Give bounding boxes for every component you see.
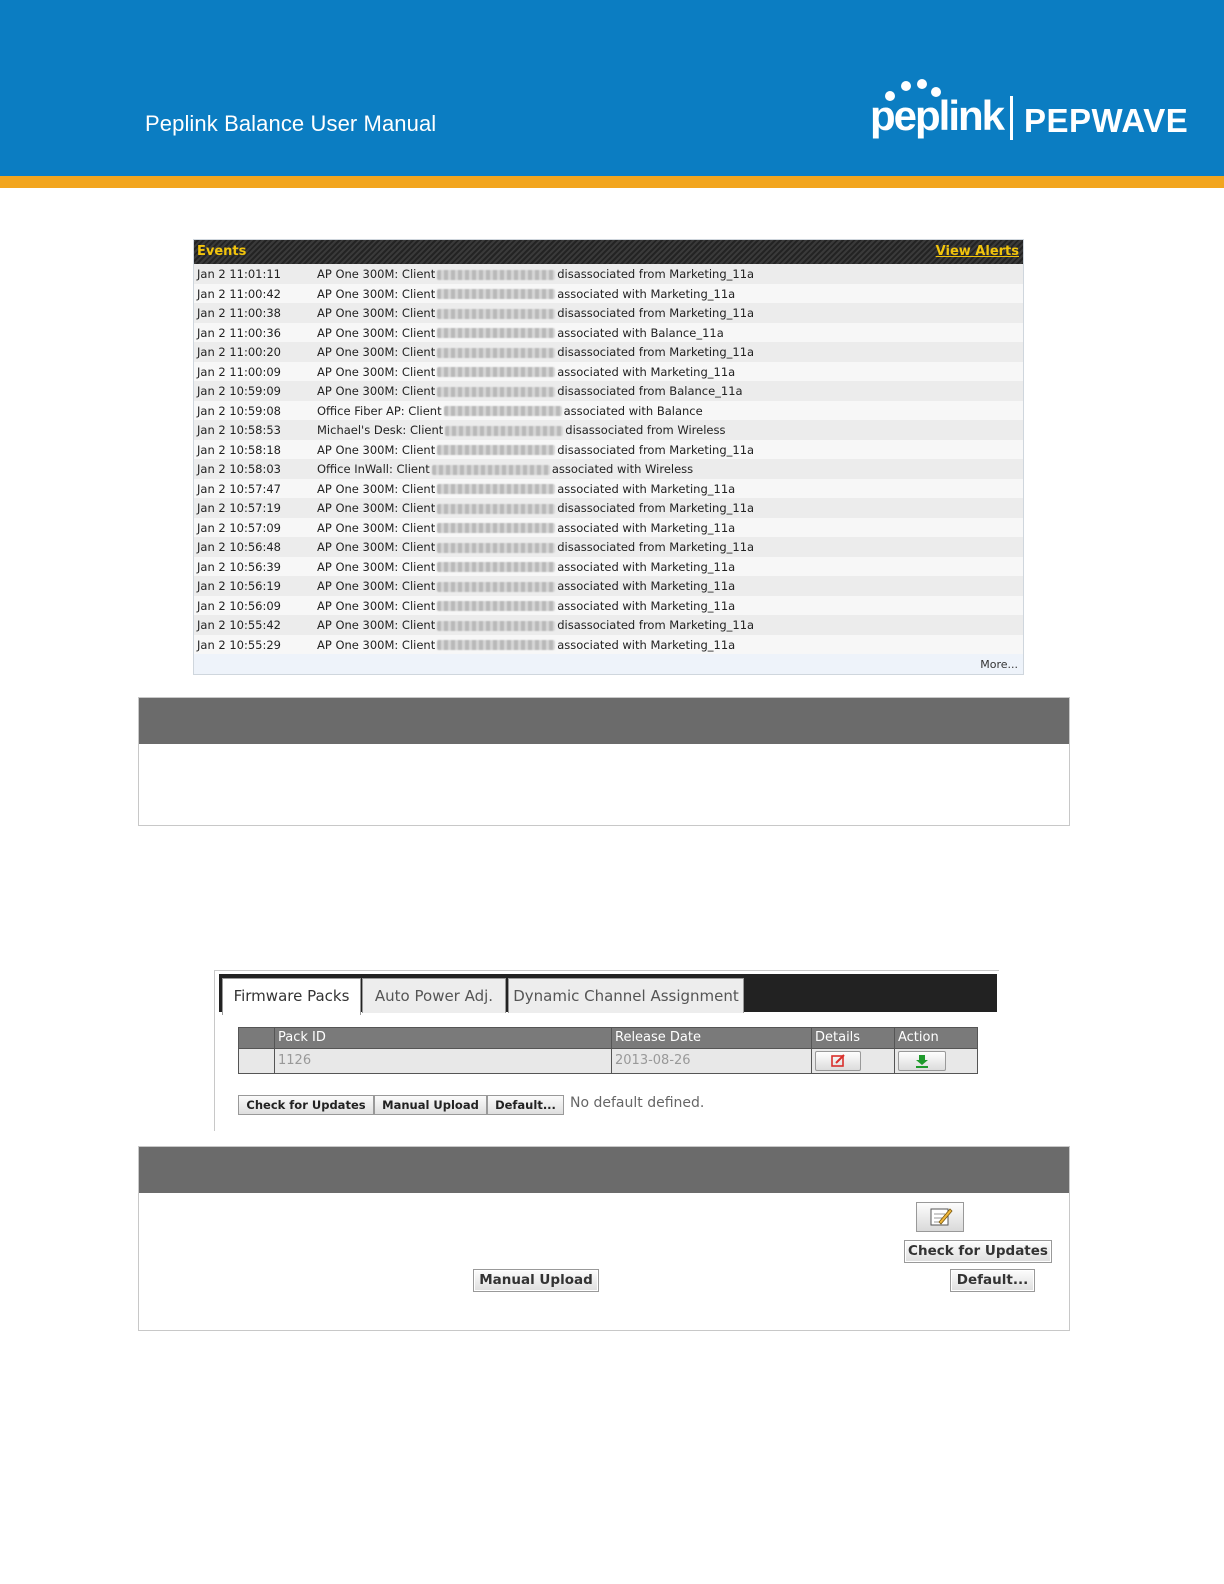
redacted-mac-address — [437, 562, 555, 572]
event-message — [317, 345, 754, 359]
event-device: AP One 300M: Client — [317, 345, 436, 359]
event-action: disassociated from Marketing_11a — [557, 442, 755, 457]
event-message — [317, 540, 754, 554]
details-cell — [811, 1049, 894, 1073]
manual-upload-reference-button[interactable]: Manual Upload — [473, 1269, 599, 1292]
redacted-mac-address — [437, 289, 555, 299]
redacted-mac-address — [437, 387, 555, 397]
default-reference-button[interactable]: Default... — [950, 1269, 1035, 1292]
firmware-tab-bar — [219, 974, 997, 1012]
event-action: associated with Marketing_11a — [557, 598, 736, 613]
event-action: disassociated from Marketing_11a — [557, 501, 755, 515]
check-for-updates-reference-button[interactable]: Check for Updates — [904, 1240, 1052, 1263]
event-time: Jan 2 11:00:36 — [197, 325, 282, 340]
event-device: AP One 300M: Client — [317, 384, 436, 398]
default-button[interactable]: Default... — [487, 1095, 564, 1115]
events-title: Events — [197, 244, 247, 259]
redacted-mac-address — [437, 348, 555, 358]
event-message — [317, 326, 724, 340]
redacted-mac-address — [437, 328, 555, 338]
event-device: AP One 300M: Client — [317, 481, 436, 496]
event-action: associated with Balance — [563, 403, 703, 418]
event-row — [194, 381, 1023, 401]
header-band — [0, 0, 1224, 176]
redacted-mac-address — [437, 621, 555, 631]
event-time: Jan 2 10:58:53 — [197, 423, 282, 437]
event-row — [194, 537, 1023, 557]
redacted-mac-address — [437, 309, 555, 319]
default-status-text: No default defined. — [570, 1095, 705, 1111]
logo-divider — [1010, 96, 1013, 140]
event-device: AP One 300M: Client — [317, 637, 436, 652]
event-time: Jan 2 10:59:08 — [197, 403, 282, 418]
event-message — [317, 579, 735, 593]
event-message — [317, 521, 735, 535]
event-time: Jan 2 11:01:11 — [197, 267, 282, 281]
event-device: AP One 300M: Client — [317, 364, 436, 379]
check-for-updates-button[interactable]: Check for Updates — [238, 1095, 374, 1115]
event-action: disassociated from Marketing_11a — [557, 540, 755, 554]
row-blank — [239, 1049, 274, 1073]
manual-upload-button[interactable]: Manual Upload — [374, 1095, 487, 1115]
download-icon — [899, 1052, 945, 1070]
event-time: Jan 2 10:56:48 — [197, 540, 282, 554]
document-title: Peplink Balance User Manual — [145, 111, 437, 136]
view-alerts-link[interactable]: View Alerts — [935, 244, 1019, 259]
event-message — [317, 287, 735, 301]
info-box-1-header — [139, 698, 1069, 744]
redacted-mac-address — [437, 582, 555, 592]
event-row — [194, 576, 1023, 596]
event-time: Jan 2 10:57:47 — [197, 481, 282, 496]
redacted-mac-address — [437, 270, 555, 280]
events-list — [194, 264, 1023, 654]
logo-peplink: peplink — [870, 92, 1004, 139]
event-action: associated with Marketing_11a — [557, 579, 736, 593]
event-device: AP One 300M: Client — [317, 501, 436, 515]
table-header-row — [239, 1028, 977, 1048]
brand-logo — [870, 76, 1190, 146]
info-box-2 — [138, 1146, 1070, 1331]
event-time: Jan 2 10:58:03 — [197, 462, 282, 476]
event-message — [317, 365, 735, 379]
event-device: AP One 300M: Client — [317, 579, 436, 593]
header-pack-id: Pack ID — [274, 1028, 611, 1048]
header-details: Details — [811, 1028, 894, 1048]
event-action: disassociated from Marketing_11a — [557, 306, 755, 320]
event-time: Jan 2 10:55:42 — [197, 618, 282, 632]
event-message — [317, 560, 735, 574]
redacted-mac-address — [432, 465, 550, 475]
header-blank — [239, 1028, 274, 1048]
info-box-2-header — [139, 1147, 1069, 1193]
event-row — [194, 479, 1023, 499]
header-stripe — [0, 176, 1224, 188]
notepad-edit-icon — [917, 1203, 963, 1231]
event-message — [317, 501, 754, 515]
event-time: Jan 2 10:57:19 — [197, 501, 282, 515]
event-message — [317, 267, 754, 281]
event-time: Jan 2 10:56:09 — [197, 598, 282, 613]
event-message — [317, 404, 703, 418]
event-time: Jan 2 11:00:20 — [197, 345, 282, 359]
event-message — [317, 599, 735, 613]
redacted-mac-address — [437, 640, 555, 650]
event-action: associated with Marketing_11a — [557, 559, 736, 574]
events-panel — [193, 239, 1024, 675]
event-time: Jan 2 10:57:09 — [197, 520, 282, 535]
event-message — [317, 423, 725, 437]
redacted-mac-address — [437, 445, 555, 455]
event-time: Jan 2 10:56:39 — [197, 559, 282, 574]
redacted-mac-address — [437, 367, 555, 377]
details-reference-button[interactable] — [916, 1202, 964, 1232]
event-action: associated with Marketing_11a — [557, 364, 736, 379]
event-device: AP One 300M: Client — [317, 267, 436, 281]
firmware-packs-table — [238, 1027, 978, 1074]
event-action: disassociated from Marketing_11a — [557, 267, 755, 281]
events-header — [194, 240, 1023, 264]
event-row — [194, 420, 1023, 440]
event-message — [317, 482, 735, 496]
event-action: associated with Marketing_11a — [557, 481, 736, 496]
event-time: Jan 2 11:00:38 — [197, 306, 282, 320]
event-device: AP One 300M: Client — [317, 442, 436, 457]
tab-firmware-packs[interactable]: Firmware Packs — [222, 978, 361, 1015]
event-row — [194, 342, 1023, 362]
details-button[interactable] — [815, 1051, 861, 1071]
event-action: associated with Wireless — [551, 462, 694, 476]
event-time: Jan 2 10:56:19 — [197, 579, 282, 593]
event-row — [194, 596, 1023, 616]
event-message — [317, 306, 754, 320]
download-button[interactable] — [898, 1051, 946, 1071]
event-time: Jan 2 10:58:18 — [197, 442, 282, 457]
event-time: Jan 2 11:00:09 — [197, 364, 282, 379]
redacted-mac-address — [437, 523, 555, 533]
event-row — [194, 284, 1023, 304]
firmware-panel — [214, 970, 999, 1131]
event-row — [194, 635, 1023, 655]
event-device: AP One 300M: Client — [317, 286, 436, 301]
event-row — [194, 615, 1023, 635]
event-action: disassociated from Wireless — [565, 423, 726, 437]
event-device: AP One 300M: Client — [317, 540, 436, 554]
redacted-mac-address — [437, 484, 555, 494]
event-device: AP One 300M: Client — [317, 618, 436, 632]
info-box-1 — [138, 697, 1070, 826]
pack-id-cell: 1126 — [274, 1049, 611, 1073]
redacted-mac-address — [437, 543, 555, 553]
header-release-date: Release Date — [611, 1028, 811, 1048]
event-action: disassociated from Balance_11a — [557, 384, 743, 398]
event-device: Michael's Desk: Client — [317, 423, 444, 437]
event-device: Office InWall: Client — [317, 462, 430, 476]
table-row — [239, 1048, 977, 1073]
redacted-mac-address — [437, 601, 555, 611]
release-date-cell: 2013-08-26 — [611, 1049, 811, 1073]
logo-pepwave: PEPWAVE — [1024, 102, 1189, 139]
event-device: AP One 300M: Client — [317, 598, 436, 613]
event-action: associated with Marketing_11a — [557, 520, 736, 535]
event-time: Jan 2 10:55:29 — [197, 637, 282, 652]
event-device: Office Fiber AP: Client — [317, 403, 442, 418]
more-link[interactable]: More... — [980, 658, 1018, 671]
redacted-mac-address — [444, 406, 562, 416]
event-message — [317, 384, 743, 398]
redacted-mac-address — [445, 426, 563, 436]
event-row — [194, 362, 1023, 382]
event-message — [317, 618, 754, 632]
event-action: disassociated from Marketing_11a — [557, 618, 755, 632]
event-row — [194, 323, 1023, 343]
event-row — [194, 459, 1023, 479]
event-device: AP One 300M: Client — [317, 520, 436, 535]
tab-auto-power-adj[interactable]: Auto Power Adj. — [362, 978, 506, 1013]
event-row — [194, 440, 1023, 460]
event-action: associated with Marketing_11a — [557, 637, 736, 652]
event-message — [317, 638, 735, 652]
event-row — [194, 518, 1023, 538]
event-row — [194, 498, 1023, 518]
events-footer — [194, 654, 1023, 674]
event-device: AP One 300M: Client — [317, 325, 436, 340]
tab-dynamic-channel-assignment[interactable]: Dynamic Channel Assignment — [508, 978, 744, 1013]
header-action: Action — [894, 1028, 977, 1048]
event-action: associated with Balance_11a — [557, 325, 724, 340]
event-row — [194, 557, 1023, 577]
event-time: Jan 2 11:00:42 — [197, 286, 282, 301]
event-time: Jan 2 10:59:09 — [197, 384, 282, 398]
event-message — [317, 443, 754, 457]
action-cell — [894, 1049, 977, 1073]
event-action: disassociated from Marketing_11a — [557, 345, 755, 359]
event-device: AP One 300M: Client — [317, 559, 436, 574]
event-row — [194, 264, 1023, 284]
event-message — [317, 462, 693, 476]
edit-details-icon — [816, 1052, 860, 1070]
event-row — [194, 401, 1023, 421]
event-device: AP One 300M: Client — [317, 306, 436, 320]
redacted-mac-address — [437, 504, 555, 514]
event-action: associated with Marketing_11a — [557, 286, 736, 301]
event-row — [194, 303, 1023, 323]
